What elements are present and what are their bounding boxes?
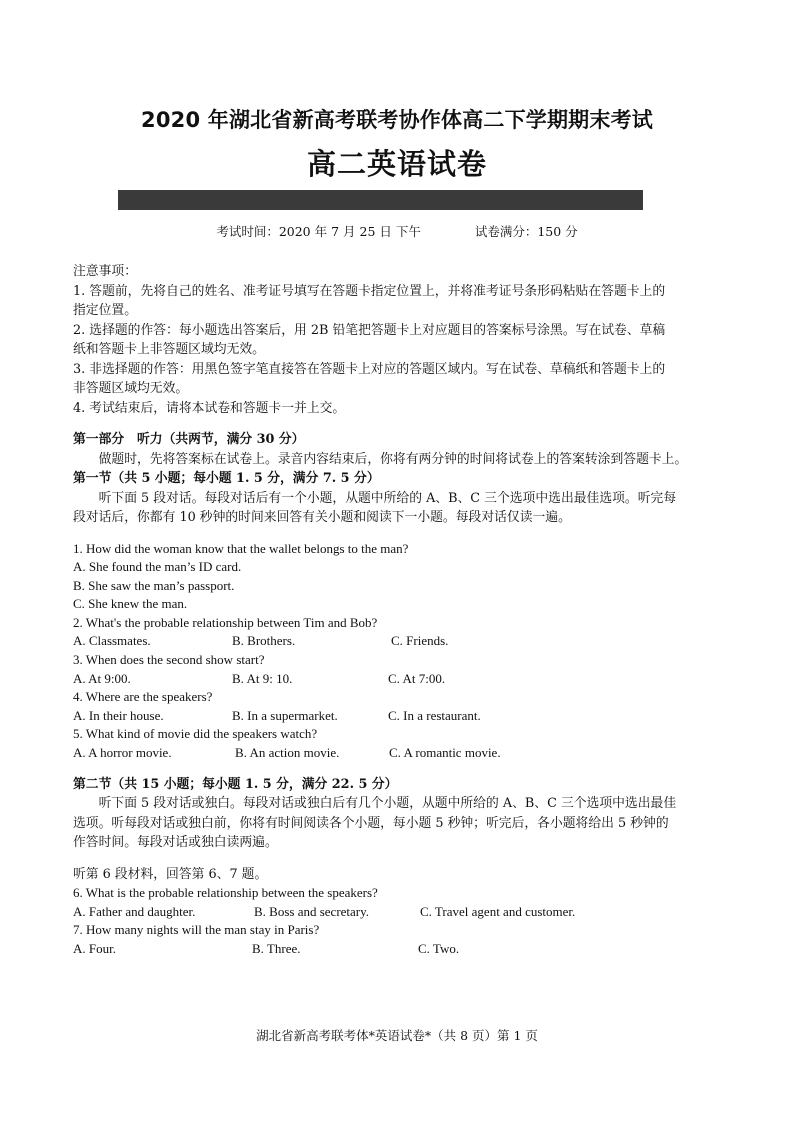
answer-option: A. Classmates. xyxy=(73,633,151,649)
exam-content xyxy=(73,262,723,959)
note-line: 指定位置。 xyxy=(73,303,137,318)
section1-instruction: 段对话后，你都有 10 秒钟的时间来回答有关小题和阅读下一小题。每段对话仅读一遍。 xyxy=(73,510,571,525)
section2-instruction: 听下面 5 段对话或独白。每段对话或独白后有几个小题，从题中所给的 A、B、C 三个选项中选出最佳 xyxy=(98,796,677,812)
answer-options-row xyxy=(73,940,723,959)
answer-option: A. A horror movie. xyxy=(73,745,172,761)
title-divider-bar xyxy=(118,190,643,210)
section1-heading: 第一节（共 5 小题；每小题 1. 5 分，满分 7. 5 分） xyxy=(73,471,380,486)
answer-option: C. Travel agent and customer. xyxy=(420,903,576,919)
answer-option: B. Three. xyxy=(252,940,301,956)
answer-option: C. Two. xyxy=(418,940,460,956)
answer-options-row xyxy=(73,707,723,726)
answer-option: B. Boss and secretary. xyxy=(254,903,370,919)
answer-option: A. Four. xyxy=(73,940,116,956)
answer-option: B. Brothers. xyxy=(232,633,296,649)
answer-option: C. Friends. xyxy=(391,633,449,649)
section2-instruction: 作答时间。每段对话或独白读两遍。 xyxy=(73,835,278,851)
part1-intro: 做题时，先将答案标在试卷上。录音内容结束后，你将有两分钟的时间将试卷上的答案转涂到答题卡上。 xyxy=(98,451,688,467)
note-line: 非答题区域均无效。 xyxy=(73,381,189,396)
question-stem: 6. What is the probable relationship between the speakers? xyxy=(73,885,378,901)
question-stem: 7. How many nights will the man stay in Paris? xyxy=(73,922,320,938)
material-note: 听第 6 段材料，回答第 6、7 题。 xyxy=(73,866,268,882)
question-stem: 2. What's the probable relationship between Tim and Bob? xyxy=(73,614,378,630)
question-stem: 3. When does the second show start? xyxy=(73,652,265,668)
answer-option: A. At 9:00. xyxy=(73,670,131,686)
answer-option: B. She saw the man’s passport. xyxy=(73,577,235,593)
section2-questions xyxy=(73,884,723,958)
notes-heading: 注意事项： xyxy=(73,264,137,279)
answer-options-row xyxy=(73,903,723,922)
part1-heading: 第一部分 听力（共两节，满分 30 分） xyxy=(73,432,305,447)
answer-option: C. A romantic movie. xyxy=(389,745,501,761)
note-line: 2. 选择题的作答：每小题选出答案后，用 2B 铅笔把答题卡上对应题目的答案标号涂黑。写在试卷、草稿 xyxy=(73,322,666,338)
question-stem: 4. Where are the speakers? xyxy=(73,689,213,705)
answer-options-row xyxy=(73,632,723,651)
question-stem: 5. What kind of movie did the speakers watch? xyxy=(73,726,318,742)
exam-info xyxy=(0,222,794,240)
page-subtitle: 高二英语试卷 xyxy=(306,147,487,181)
answer-option: A. Father and daughter. xyxy=(73,903,196,919)
page-footer: 湖北省新高考联考体*英语试卷*（共 8 页）第 1 页 xyxy=(256,1028,538,1043)
full-score: 试卷满分：150 分 xyxy=(474,224,578,239)
note-line: 4. 考试结束后，请将本试卷和答题卡一并上交。 xyxy=(73,400,346,416)
answer-option: A. She found the man’s ID card. xyxy=(73,559,242,575)
section2-instruction: 选项。听每段对话或独白前，你将有时间阅读各个小题，每小题 5 秒钟；听完后，各小题将给出 5 秒钟的 xyxy=(73,815,669,831)
note-line: 3. 非选择题的作答：用黑色签字笔直接答在答题卡上对应的答题区域内。写在试卷、草稿纸和答题卡上的 xyxy=(73,361,666,377)
answer-option: C. In a restaurant. xyxy=(388,707,481,723)
note-line: 1. 答题前，先将自己的姓名、准考证号填写在答题卡指定位置上，并将准考证号条形码粘贴在答题卡上的 xyxy=(73,283,666,299)
question-stem: 1. How did the woman know that the wallet belongs to the man? xyxy=(73,540,409,556)
answer-option: B. In a supermarket. xyxy=(232,707,338,723)
section1-questions xyxy=(73,540,723,763)
section1-instruction: 听下面 5 段对话。每段对话后有一个小题，从题中所给的 A、B、C 三个选项中选出最佳选项。听完每 xyxy=(98,490,677,506)
answer-option: A. In their house. xyxy=(73,707,164,723)
answer-option: B. An action movie. xyxy=(235,745,340,761)
page-title: 2020 年湖北省新高考联考协作体高二下学期期末考试 xyxy=(141,108,653,132)
answer-option: B. At 9: 10. xyxy=(232,670,293,686)
notes-section xyxy=(73,262,723,418)
answer-options-row xyxy=(73,744,723,763)
exam-time: 考试时间：2020 年 7 月 25 日 下午 xyxy=(216,224,421,239)
answer-options-row xyxy=(73,670,723,689)
section2-heading: 第二节（共 15 小题；每小题 1. 5 分，满分 22. 5 分） xyxy=(73,776,398,792)
answer-option: C. At 7:00. xyxy=(388,670,446,686)
answer-option: C. She knew the man. xyxy=(73,596,188,612)
note-line: 纸和答题卡上非答题区域均无效。 xyxy=(73,342,265,357)
